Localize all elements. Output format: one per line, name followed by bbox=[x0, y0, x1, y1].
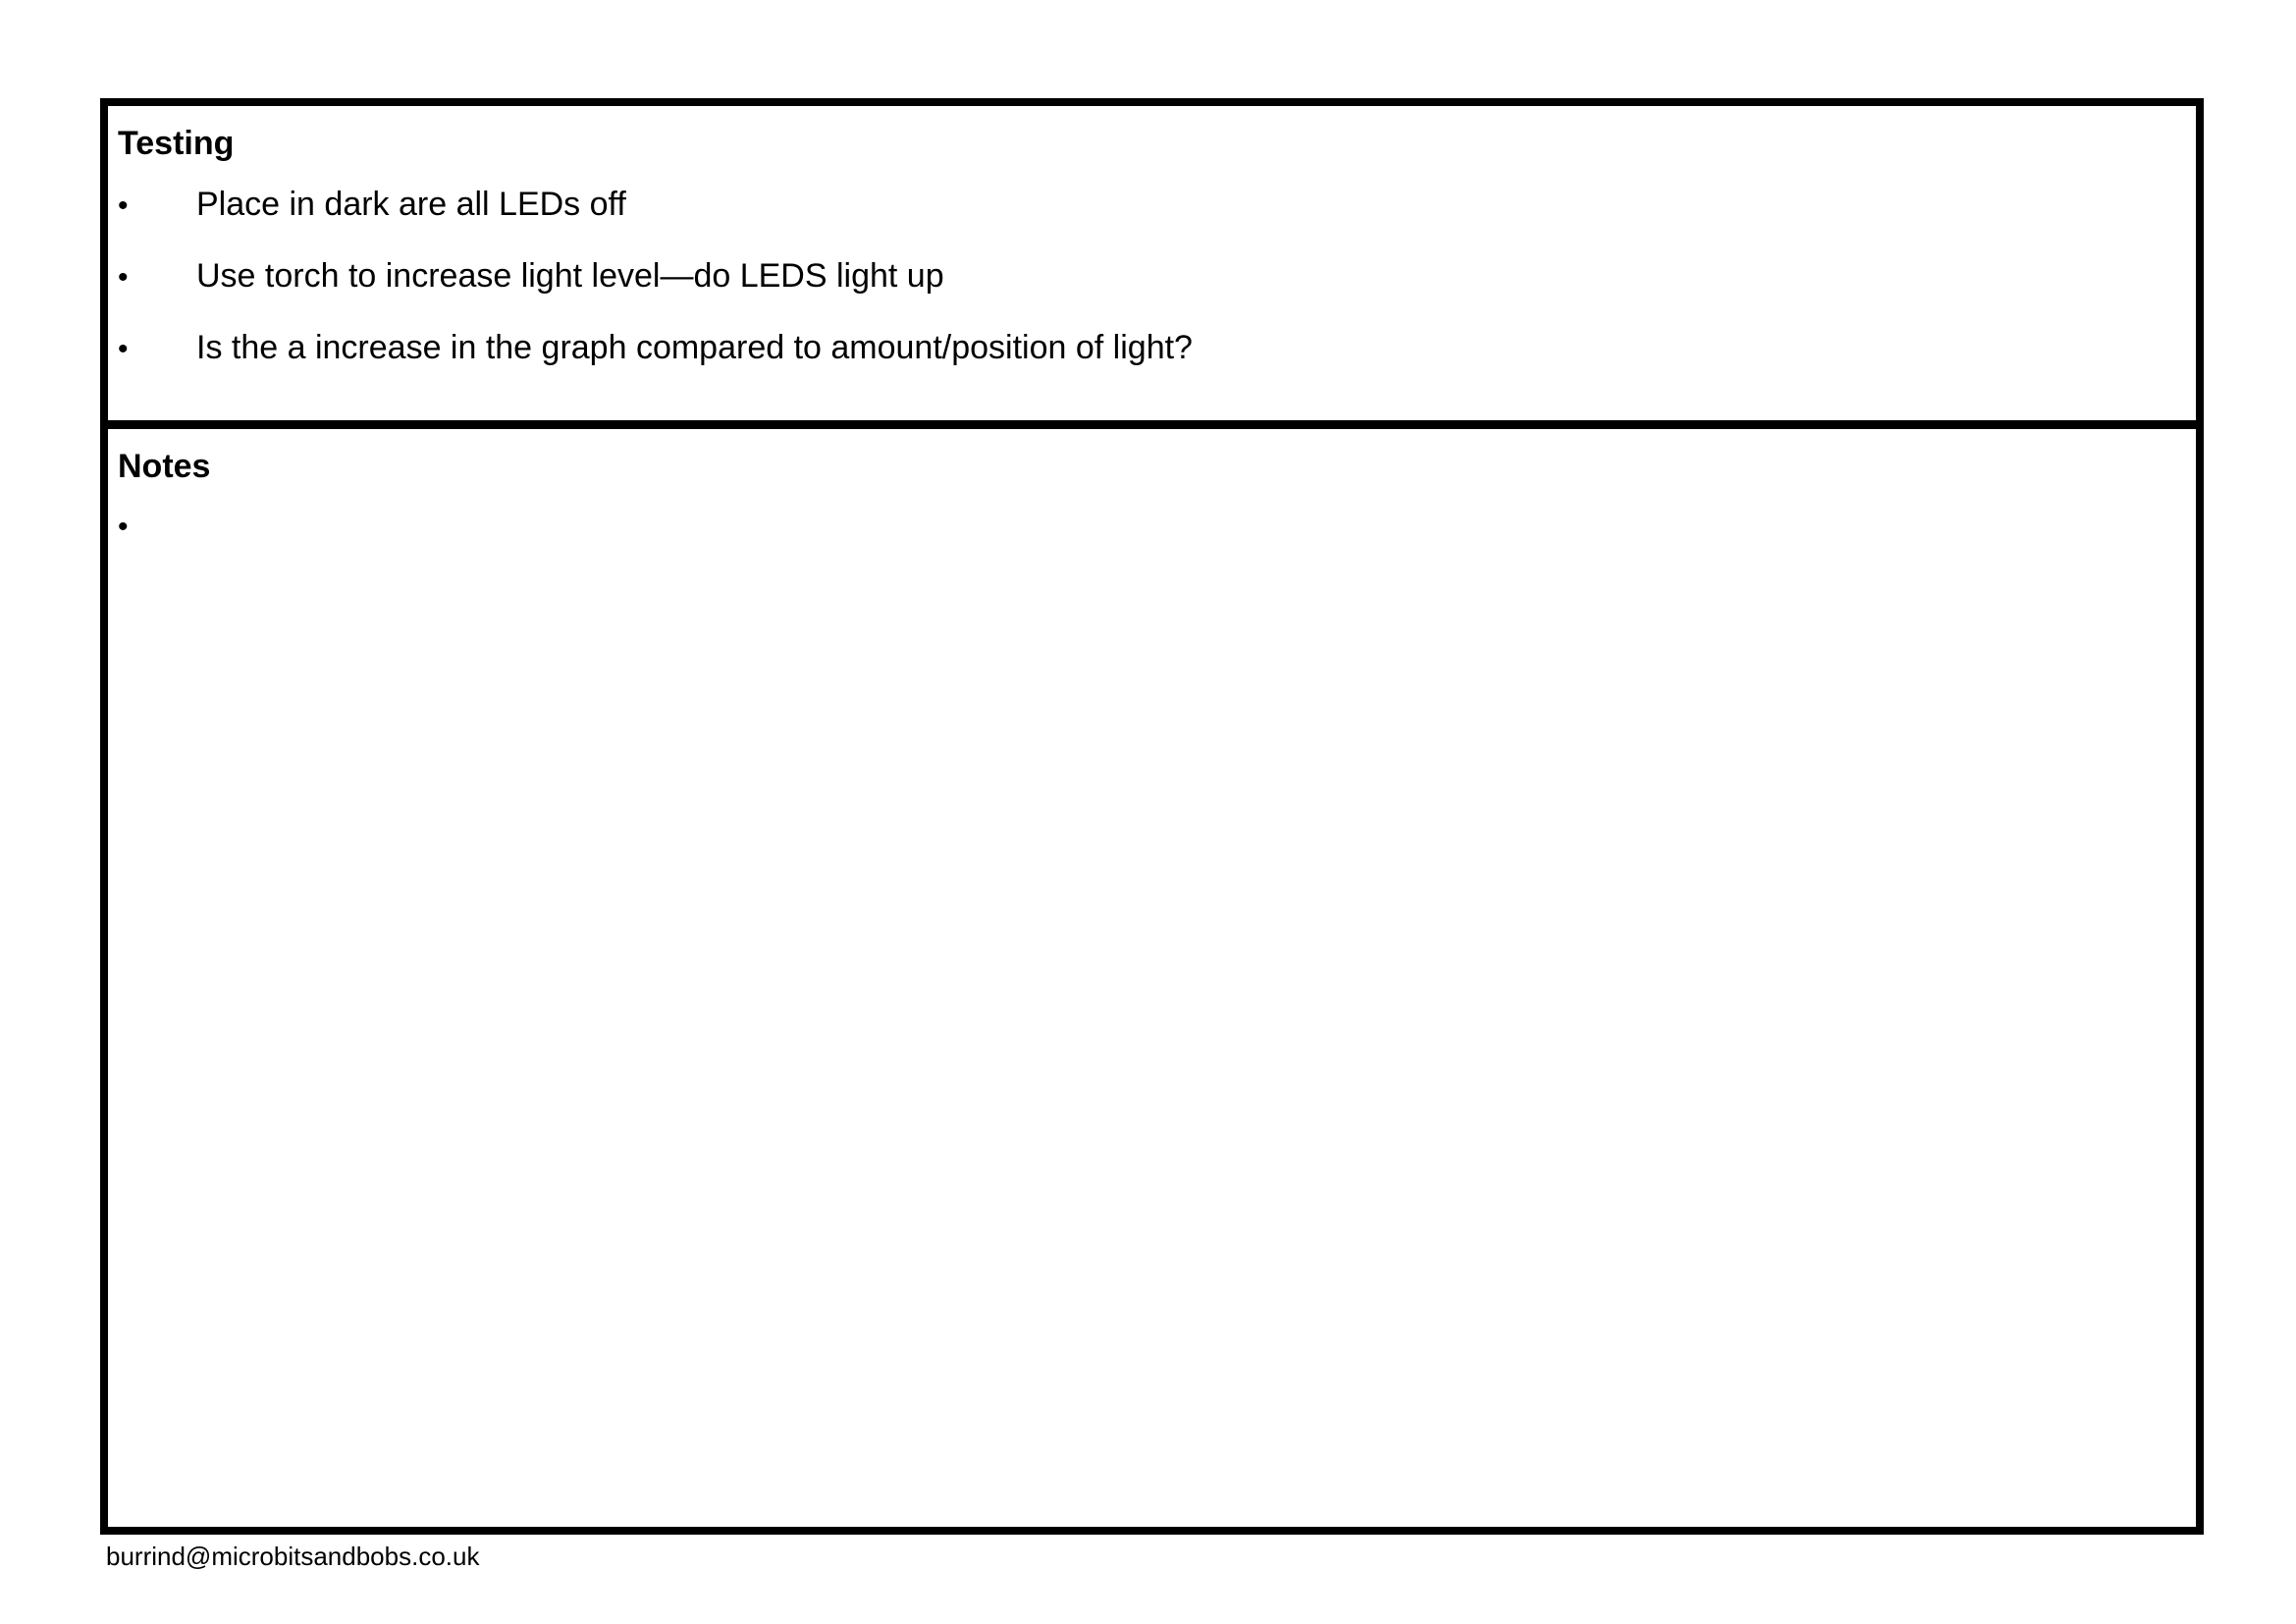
notes-list bbox=[118, 506, 2196, 577]
testing-item-text: Place in dark are all LEDs off bbox=[196, 186, 626, 223]
testing-title: Testing bbox=[118, 125, 235, 162]
testing-section bbox=[108, 106, 2196, 429]
notes-title: Notes bbox=[118, 448, 211, 485]
testing-list-item bbox=[118, 183, 2196, 254]
testing-list bbox=[118, 183, 2196, 398]
testing-item-text: Is the a increase in the graph compared to amount/position of light? bbox=[196, 329, 1193, 366]
bullet-icon: • bbox=[118, 333, 129, 365]
testing-item-text: Use torch to increase light level—do LEDS light up bbox=[196, 257, 944, 295]
notes-list-item bbox=[118, 506, 2196, 577]
bullet-icon: • bbox=[118, 511, 129, 543]
bullet-icon: • bbox=[118, 261, 129, 294]
worksheet-frame bbox=[100, 98, 2204, 1535]
testing-list-item bbox=[118, 326, 2196, 398]
testing-list-item bbox=[118, 254, 2196, 326]
bullet-icon: • bbox=[118, 189, 129, 222]
footer-email: burrind@microbitsandbobs.co.uk bbox=[106, 1542, 480, 1571]
notes-section bbox=[108, 429, 2196, 1527]
